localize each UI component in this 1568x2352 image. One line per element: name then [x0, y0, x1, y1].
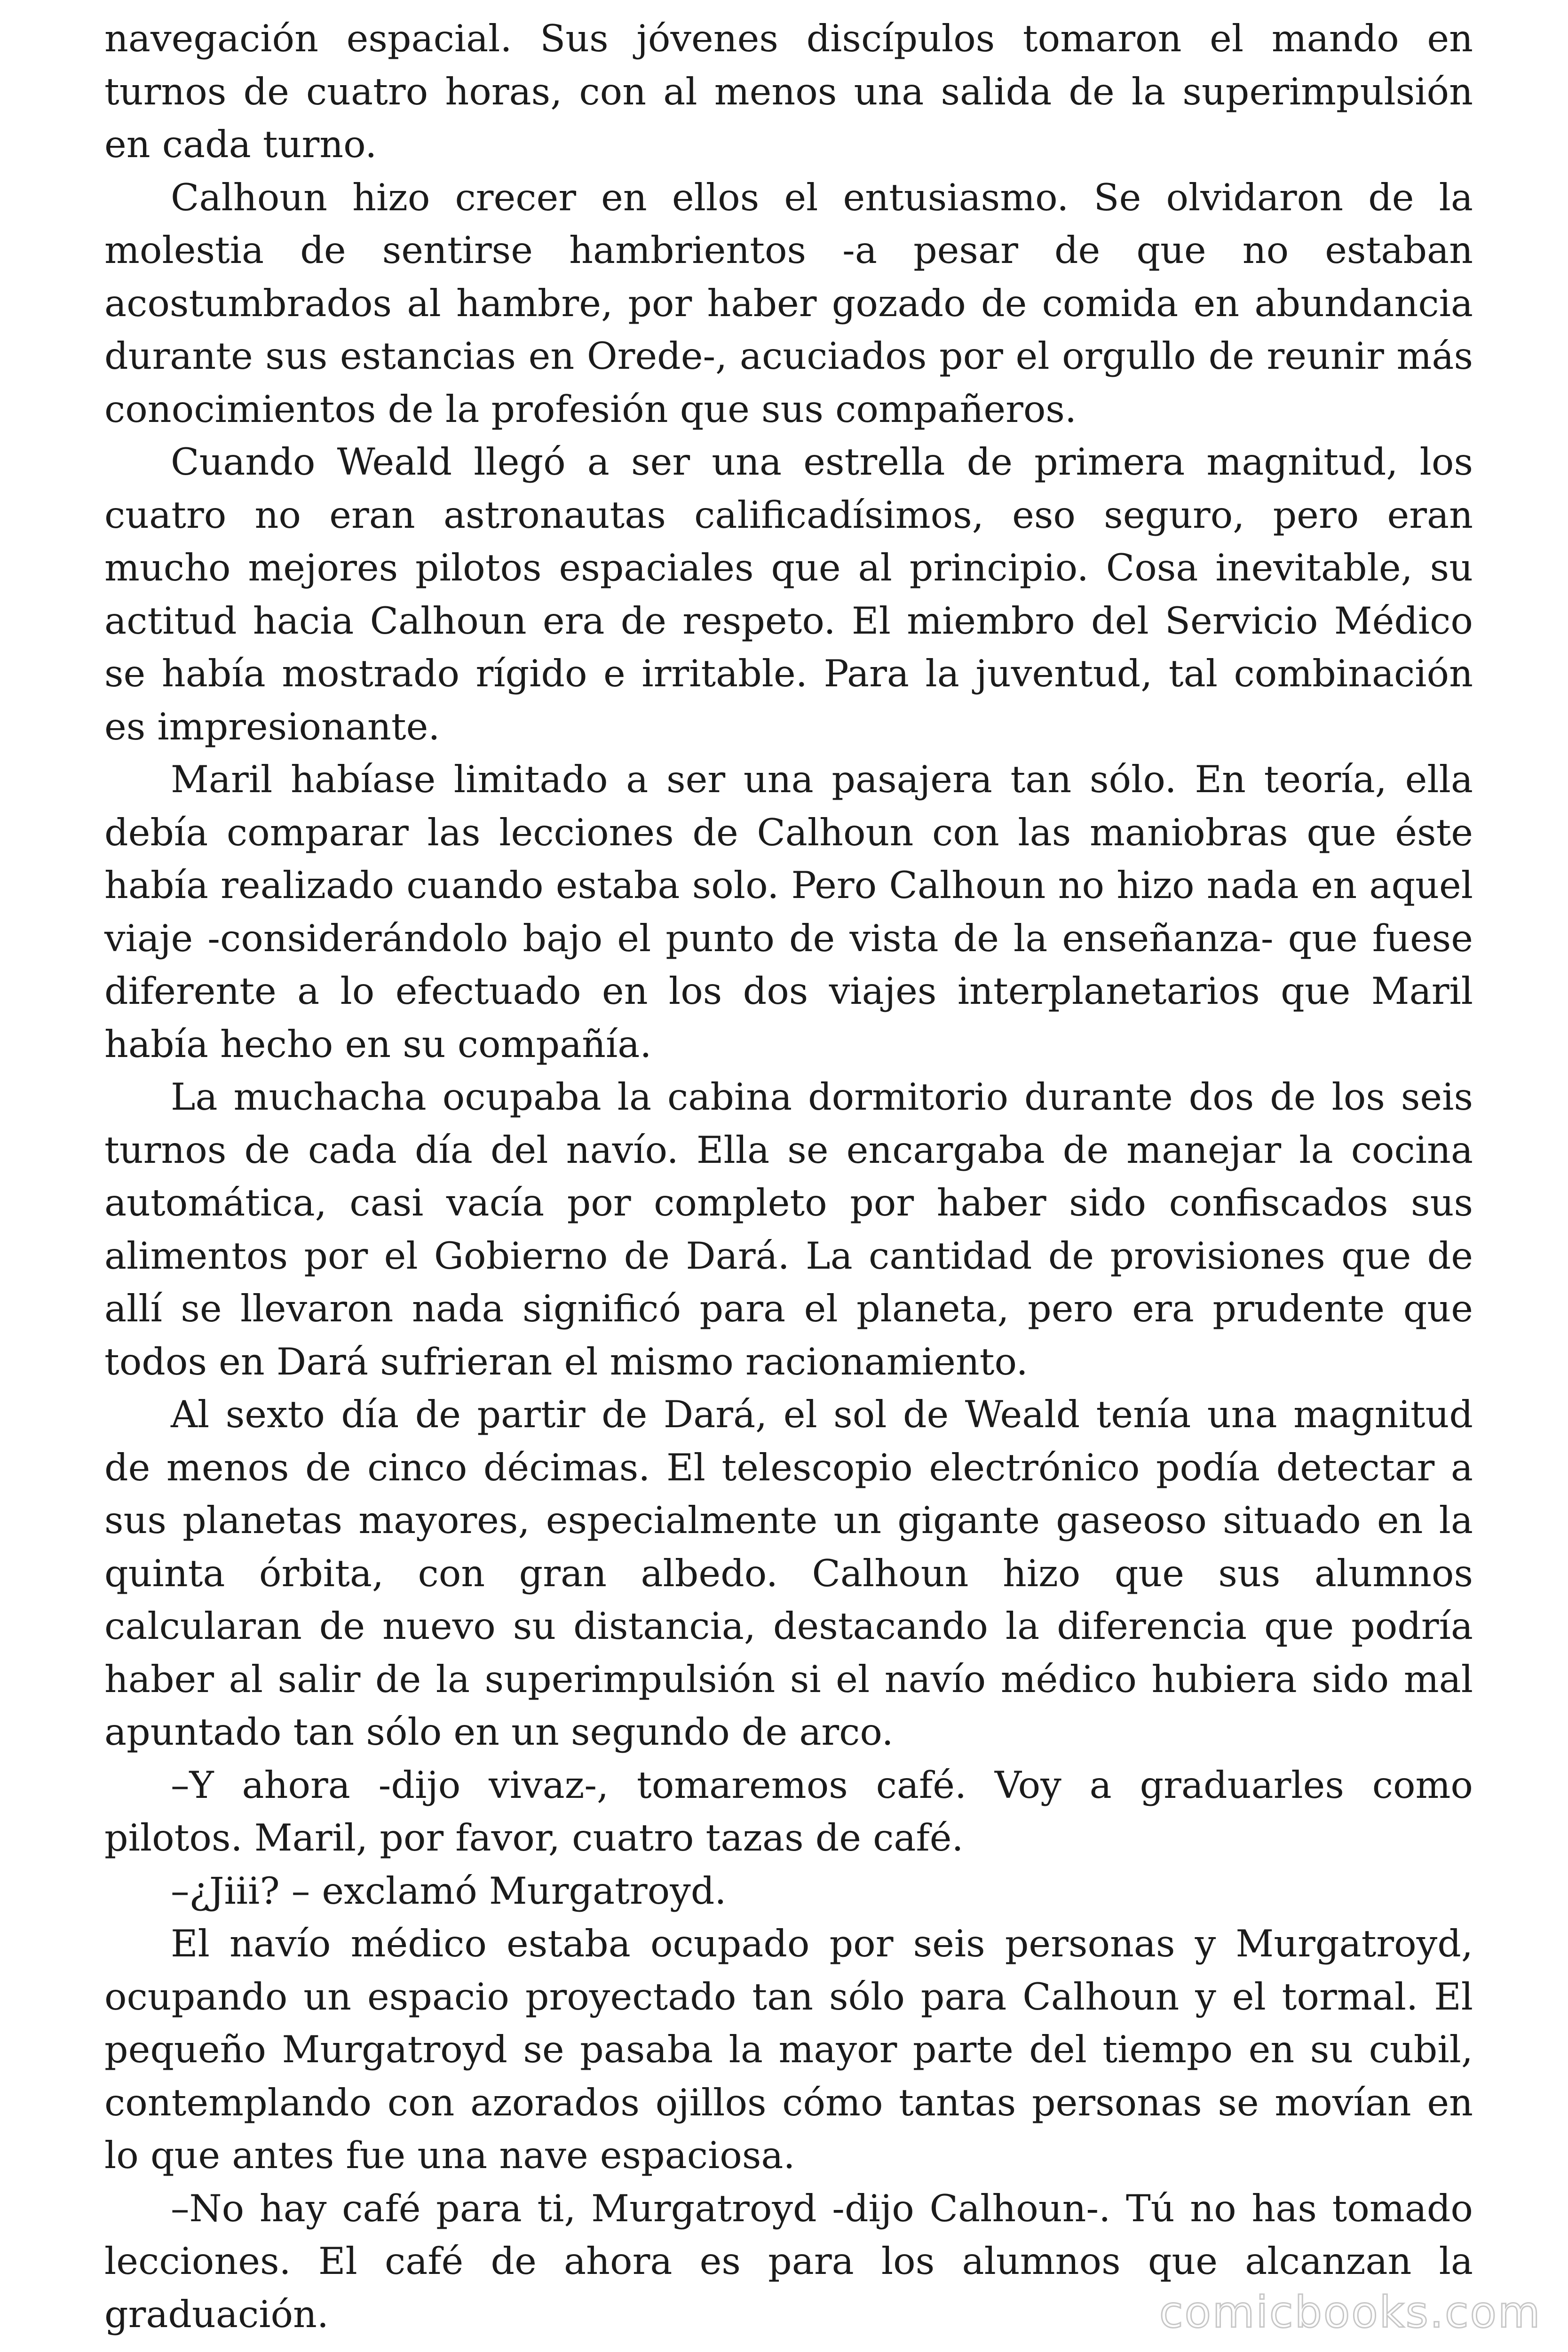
paragraph-1: navegación espacial. Sus jóvenes discípulos tomaron el mando en turnos de cuatro horas, con al menos una salida de la superimpulsión en cada turno. [104, 17, 1473, 166]
paragraph-6: Al sexto día de partir de Dará, el sol de Weald tenía una magnitud de menos de cinco décimas. El telescopio electrónico podía detectar a sus planetas mayores, especialmente un gigante gaseoso situado en la quinta órbita, con gran albedo. Calhoun hizo que sus alumnos calcularan de nuevo su distancia, destacando la diferencia que podría haber al salir de la superimpulsión si el navío médico hubiera sido mal apuntado tan sólo en un segundo de arco. [104, 1393, 1473, 1754]
watermark: comicbooks.com [1159, 2287, 1542, 2337]
paragraph-4: Maril habíase limitado a ser una pasajera tan sólo. En teoría, ella debía comparar las lecciones de Calhoun con las maniobras que éste había realizado cuando estaba solo. Pero Calhoun no hizo nada en aquel viaje -considerándolo bajo el punto de vista de la enseñanza- que fuese diferente a lo efectuado en los dos viajes interplanetarios que Maril había hecho en su compañía. [104, 758, 1473, 1066]
paragraph-5: La muchacha ocupaba la cabina dormitorio durante dos de los seis turnos de cada día del navío. Ella se encargaba de manejar la cocina automática, casi vacía por completo por haber sido confiscados sus alimentos por el Gobierno de Dará. La cantidad de provisiones que de allí se llevaron nada significó para el planeta, pero era prudente que todos en Dará sufrieran el mismo racionamiento. [104, 1075, 1473, 1383]
paragraph-9: El navío médico estaba ocupado por seis personas y Murgatroyd, ocupando un espacio proyectado tan sólo para Calhoun y el tormal. El pequeño Murgatroyd se pasaba la mayor parte del tiempo en su cubil, contemplando con azorados ojillos cómo tantas personas se movían en lo que antes fue una nave espaciosa. [104, 1922, 1473, 2177]
paragraph-7: –Y ahora -dijo vivaz-, tomaremos café. Voy a graduarles como pilotos. Maril, por favor, cuatro tazas de café. [104, 1763, 1473, 1859]
paragraph-3: Cuando Weald llegó a ser una estrella de primera magnitud, los cuatro no eran astronautas calificadísimos, eso seguro, pero eran mucho mejores pilotos espaciales que al principio. Cosa inevitable, su actitud hacia Calhoun era de respeto. El miembro del Servicio Médico se había mostrado rígido e irritable. Para la juventud, tal combinación es impresionante. [104, 440, 1473, 748]
paragraph-10: –No hay café para ti, Murgatroyd -dijo Calhoun-. Tú no has tomado lecciones. El café de ahora es para los alumnos que alcanzan la graduación. [104, 2186, 1473, 2336]
page-body [104, 12, 1473, 2341]
paragraph-8: –¿Jiii? – exclamó Murgatroyd. [171, 1869, 727, 1913]
paragraph-2: Calhoun hizo crecer en ellos el entusiasmo. Se olvidaron de la molestia de sentirse hambrientos -a pesar de que no estaban acostumbrados al hambre, por haber gozado de comida en abundancia durante sus estancias en Orede-, acuciados por el orgullo de reunir más conocimientos de la profesión que sus compañeros. [104, 175, 1473, 431]
